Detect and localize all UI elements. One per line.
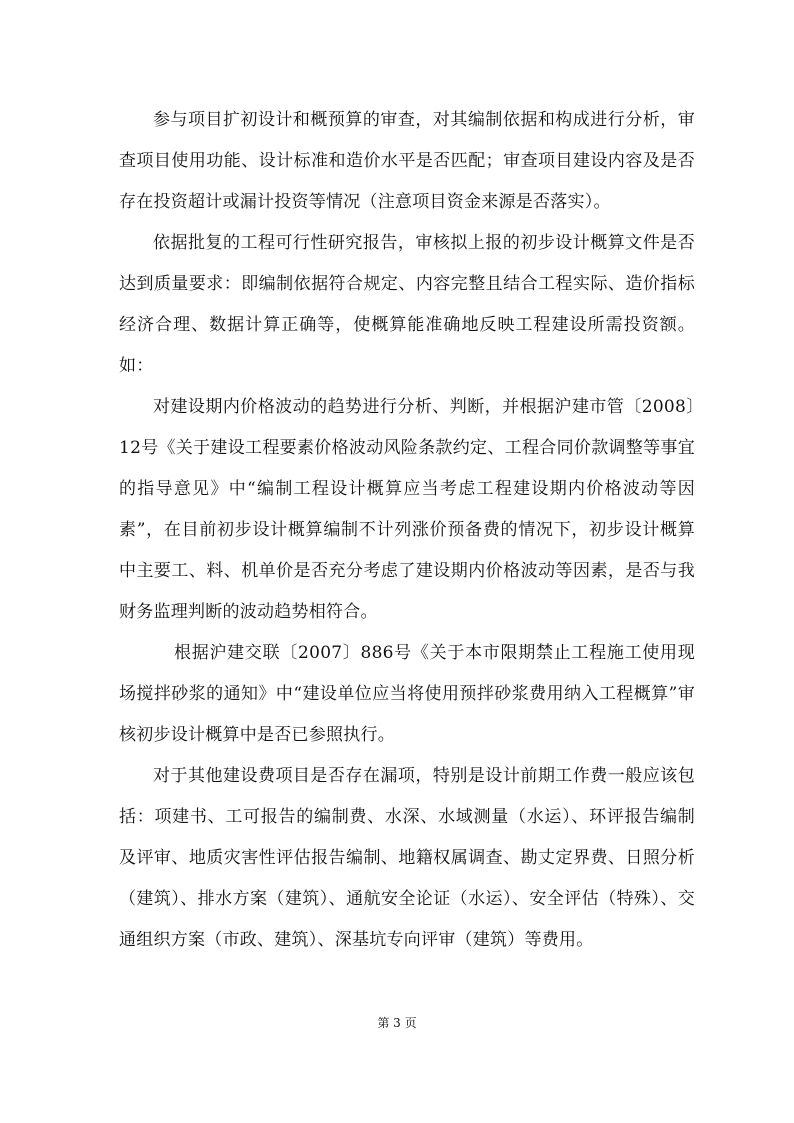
paragraph-design-review: 参与项目扩初设计和概预算的审查，对其编制依据和构成进行分析，审查项目使用功能、设计标准和造价水平是否匹配；审查项目建设内容及是否存在投资超计或漏计投资等情况（注意项目资金来源是否落实）。 xyxy=(119,110,695,212)
paragraph-premixed-mortar: 根据沪建交联〔2007〕886号《关于本市限期禁止工程施工使用现场搅拌砂浆的通知》中“建设单位应当将使用预拌砂浆费用纳入工程概算”审核初步设计概算中是否已参照执行。 xyxy=(119,643,695,745)
paragraph-feasibility-review: 依据批复的工程可行性研究报告，审核拟上报的初步设计概算文件是否达到质量要求：即编制依据符合规定、内容完整且结合工程实际、造价指标经济合理、数据计算正确等，使概算能准确地反映工程建设所需投资额。如： xyxy=(119,233,695,376)
page-number: 第 3 页 xyxy=(377,1016,417,1030)
body-text xyxy=(119,100,695,961)
paragraph-other-costs: 对于其他建设费项目是否存在漏项，特别是设计前期工作费一般应该包括：项建书、工可报告的编制费、水深、水域测量（水运）、环评报告编制及评审、地质灾害性评估报告编制、地籍权属调查、勘丈定界费、日照分析（建筑）、排水方案（建筑）、通航安全论证（水运）、安全评估（特殊）、交通组织方案（市政、建筑）、深基坑专向评审（建筑）等费用。 xyxy=(119,766,695,950)
paragraph-price-fluctuation: 对建设期内价格波动的趋势进行分析、判断，并根据沪建市管〔2008〕12号《关于建设工程要素价格波动风险条款约定、工程合同价款调整等事宜的指导意见》中“编制工程设计概算应当考虑工程建设期内价格波动等因素”，在目前初步设计概算编制不计列涨价预备费的情况下，初步设计概算中主要工、料、机单价是否充分考虑了建设期内价格波动等因素，是否与我财务监理判断的波动趋势相符合。 xyxy=(119,397,695,622)
